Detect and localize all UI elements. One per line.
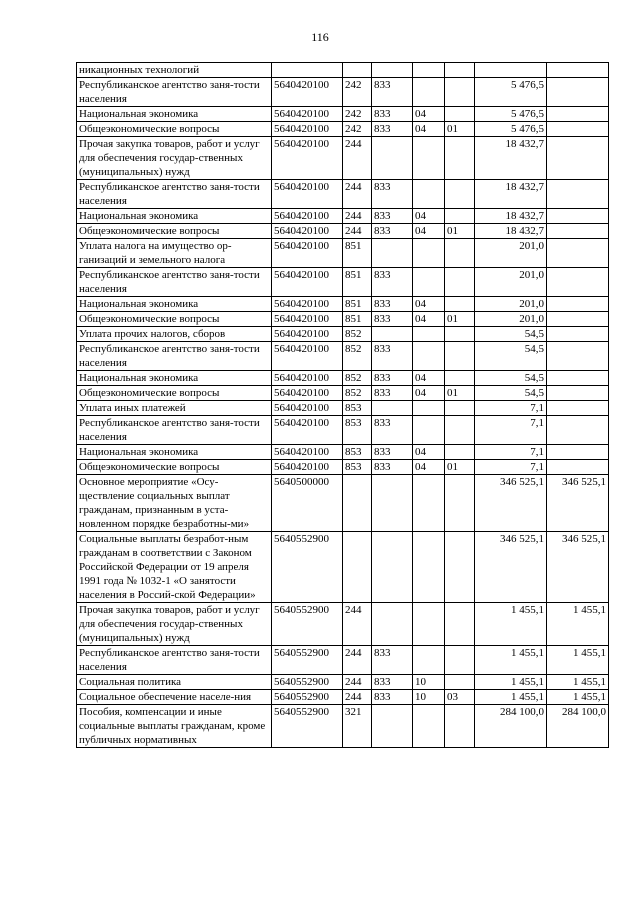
row-name-cell: Республиканское агентство заня-тости населения [77,78,272,107]
target-article-cell: 5640420100 [272,342,343,371]
expense-type-cell [343,475,372,532]
target-article-cell: 5640420100 [272,445,343,460]
row-name-cell: Общеэкономические вопросы [77,460,272,475]
subsection-cell [445,646,475,675]
amount-2-cell: 346 525,1 [547,532,609,603]
target-article-cell: 5640420100 [272,401,343,416]
table-row [77,107,609,122]
amount-2-cell: 1 455,1 [547,690,609,705]
amount-2-cell [547,371,609,386]
row-name-cell: Республиканское агентство заня-тости населения [77,180,272,209]
amount-cell: 1 455,1 [475,675,547,690]
budget-table [76,62,609,748]
target-article-cell: 5640420100 [272,416,343,445]
amount-cell: 18 432,7 [475,209,547,224]
target-article-cell: 5640420100 [272,268,343,297]
row-name-cell: Общеэкономические вопросы [77,386,272,401]
target-article-cell: 5640552900 [272,690,343,705]
row-name-cell: Прочая закупка товаров, работ и услуг для обеспечения государ-ственных (муниципальных) нужд [77,137,272,180]
table-row [77,416,609,445]
subsection-cell: 01 [445,224,475,239]
table-row [77,371,609,386]
amount-cell: 5 476,5 [475,122,547,137]
amount-2-cell [547,239,609,268]
table-row [77,532,609,603]
amount-2-cell [547,268,609,297]
amount-cell: 1 455,1 [475,603,547,646]
target-article-cell: 5640420100 [272,297,343,312]
subsection-cell [445,137,475,180]
amount-2-cell [547,386,609,401]
expense-type-cell: 244 [343,137,372,180]
section-cell [413,401,445,416]
amount-2-cell [547,297,609,312]
amount-2-cell [547,224,609,239]
subsection-cell [445,416,475,445]
expense-type-cell: 242 [343,78,372,107]
amount-cell: 54,5 [475,386,547,401]
row-name-cell: Республиканское агентство заня-тости населения [77,646,272,675]
administrator-cell [372,327,413,342]
expense-type-cell: 242 [343,122,372,137]
target-article-cell: 5640420100 [272,107,343,122]
expense-type-cell: 321 [343,705,372,748]
administrator-cell [372,63,413,78]
target-article-cell: 5640420100 [272,122,343,137]
amount-cell: 5 476,5 [475,107,547,122]
administrator-cell: 833 [372,371,413,386]
section-cell: 04 [413,224,445,239]
subsection-cell [445,342,475,371]
section-cell: 04 [413,445,445,460]
section-cell [413,327,445,342]
section-cell [413,63,445,78]
administrator-cell: 833 [372,386,413,401]
section-cell: 10 [413,690,445,705]
table-row [77,460,609,475]
subsection-cell: 01 [445,386,475,401]
amount-2-cell [547,137,609,180]
administrator-cell: 833 [372,180,413,209]
amount-2-cell: 346 525,1 [547,475,609,532]
administrator-cell: 833 [372,675,413,690]
table-row [77,646,609,675]
amount-2-cell [547,122,609,137]
subsection-cell [445,603,475,646]
administrator-cell [372,401,413,416]
expense-type-cell [343,532,372,603]
table-row [77,63,609,78]
subsection-cell [445,401,475,416]
amount-cell: 18 432,7 [475,224,547,239]
target-article-cell: 5640420100 [272,371,343,386]
section-cell: 10 [413,675,445,690]
amount-2-cell [547,445,609,460]
amount-cell: 201,0 [475,312,547,327]
table-row [77,690,609,705]
section-cell [413,603,445,646]
amount-cell: 201,0 [475,297,547,312]
section-cell [413,475,445,532]
target-article-cell: 5640552900 [272,603,343,646]
amount-cell: 201,0 [475,239,547,268]
expense-type-cell: 242 [343,107,372,122]
row-name-cell: Общеэкономические вопросы [77,312,272,327]
row-name-cell: Пособия, компенсации и иные социальные выплаты гражданам, кроме публичных нормативных [77,705,272,748]
amount-2-cell [547,460,609,475]
section-cell [413,646,445,675]
target-article-cell: 5640420100 [272,312,343,327]
expense-type-cell: 244 [343,675,372,690]
row-name-cell: Уплата иных платежей [77,401,272,416]
amount-2-cell [547,63,609,78]
section-cell: 04 [413,371,445,386]
subsection-cell [445,268,475,297]
section-cell [413,180,445,209]
row-name-cell: Социальное обеспечение населе-ния [77,690,272,705]
target-article-cell: 5640420100 [272,239,343,268]
expense-type-cell: 244 [343,180,372,209]
row-name-cell: Республиканское агентство заня-тости населения [77,268,272,297]
amount-2-cell: 284 100,0 [547,705,609,748]
amount-2-cell [547,78,609,107]
section-cell: 04 [413,460,445,475]
section-cell: 04 [413,386,445,401]
target-article-cell: 5640552900 [272,705,343,748]
expense-type-cell: 851 [343,268,372,297]
table-row [77,675,609,690]
subsection-cell: 03 [445,690,475,705]
subsection-cell [445,445,475,460]
amount-2-cell: 1 455,1 [547,646,609,675]
row-name-cell: Основное мероприятие «Осу-ществление социальных выплат гражданам, признанным в уста-новленном порядке безработны-ми» [77,475,272,532]
expense-type-cell: 852 [343,371,372,386]
table-row [77,445,609,460]
amount-cell: 54,5 [475,371,547,386]
subsection-cell [445,180,475,209]
administrator-cell: 833 [372,122,413,137]
target-article-cell: 5640420100 [272,78,343,107]
row-name-cell: Национальная экономика [77,297,272,312]
subsection-cell [445,107,475,122]
amount-2-cell [547,209,609,224]
target-article-cell: 5640552900 [272,532,343,603]
section-cell [413,268,445,297]
subsection-cell [445,78,475,107]
table-row [77,386,609,401]
administrator-cell: 833 [372,107,413,122]
row-name-cell: Социальные выплаты безработ-ным гражданам в соответствии с Законом Российской Федерации от 19 апреля 1991 года № 1032-1 «О занятости населения в Россий-ской Федерации» [77,532,272,603]
amount-2-cell [547,327,609,342]
expense-type-cell [343,63,372,78]
amount-cell: 346 525,1 [475,532,547,603]
subsection-cell [445,705,475,748]
administrator-cell: 833 [372,460,413,475]
amount-2-cell [547,107,609,122]
target-article-cell: 5640420100 [272,180,343,209]
expense-type-cell: 852 [343,327,372,342]
expense-type-cell: 851 [343,239,372,268]
administrator-cell [372,532,413,603]
row-name-cell: Республиканское агентство заня-тости населения [77,416,272,445]
amount-cell: 1 455,1 [475,646,547,675]
administrator-cell: 833 [372,297,413,312]
section-cell [413,239,445,268]
target-article-cell: 5640420100 [272,209,343,224]
expense-type-cell: 853 [343,416,372,445]
section-cell [413,532,445,603]
subsection-cell [445,532,475,603]
expense-type-cell: 244 [343,603,372,646]
administrator-cell [372,705,413,748]
expense-type-cell: 853 [343,460,372,475]
section-cell: 04 [413,209,445,224]
expense-type-cell: 851 [343,297,372,312]
amount-cell: 54,5 [475,342,547,371]
amount-2-cell: 1 455,1 [547,675,609,690]
administrator-cell [372,239,413,268]
amount-2-cell [547,180,609,209]
section-cell: 04 [413,297,445,312]
subsection-cell [445,675,475,690]
table-row [77,475,609,532]
expense-type-cell: 853 [343,445,372,460]
subsection-cell [445,63,475,78]
expense-type-cell: 244 [343,209,372,224]
amount-cell: 5 476,5 [475,78,547,107]
amount-cell: 7,1 [475,416,547,445]
administrator-cell: 833 [372,690,413,705]
administrator-cell [372,137,413,180]
row-name-cell: Уплата прочих налогов, сборов [77,327,272,342]
subsection-cell [445,297,475,312]
administrator-cell: 833 [372,268,413,297]
table-row [77,312,609,327]
amount-cell: 201,0 [475,268,547,297]
target-article-cell: 5640420100 [272,137,343,180]
row-name-cell: никационных технологий [77,63,272,78]
administrator-cell [372,603,413,646]
expense-type-cell: 851 [343,312,372,327]
row-name-cell: Республиканское агентство заня-тости населения [77,342,272,371]
expense-type-cell: 852 [343,342,372,371]
row-name-cell: Социальная политика [77,675,272,690]
administrator-cell [372,475,413,532]
subsection-cell [445,327,475,342]
expense-type-cell: 244 [343,690,372,705]
table-row [77,122,609,137]
amount-cell [475,63,547,78]
administrator-cell: 833 [372,224,413,239]
section-cell [413,705,445,748]
row-name-cell: Национальная экономика [77,209,272,224]
amount-cell: 7,1 [475,445,547,460]
row-name-cell: Национальная экономика [77,107,272,122]
subsection-cell: 01 [445,460,475,475]
expense-type-cell: 853 [343,401,372,416]
administrator-cell: 833 [372,209,413,224]
table-row [77,297,609,312]
table-row [77,180,609,209]
target-article-cell: 5640420100 [272,460,343,475]
table-row [77,137,609,180]
subsection-cell [445,239,475,268]
table-row [77,268,609,297]
target-article-cell: 5640420100 [272,327,343,342]
amount-2-cell: 1 455,1 [547,603,609,646]
subsection-cell [445,209,475,224]
section-cell: 04 [413,122,445,137]
expense-type-cell: 244 [343,224,372,239]
table-row [77,327,609,342]
section-cell: 04 [413,107,445,122]
row-name-cell: Национальная экономика [77,445,272,460]
amount-2-cell [547,416,609,445]
table-row [77,705,609,748]
amount-2-cell [547,342,609,371]
target-article-cell: 5640420100 [272,386,343,401]
row-name-cell: Уплата налога на имущество ор-ганизаций и земельного налога [77,239,272,268]
section-cell: 04 [413,312,445,327]
subsection-cell [445,475,475,532]
administrator-cell: 833 [372,416,413,445]
administrator-cell: 833 [372,646,413,675]
amount-cell: 346 525,1 [475,475,547,532]
amount-2-cell [547,401,609,416]
target-article-cell: 5640552900 [272,675,343,690]
subsection-cell: 01 [445,122,475,137]
expense-type-cell: 244 [343,646,372,675]
amount-cell: 1 455,1 [475,690,547,705]
target-article-cell: 5640420100 [272,224,343,239]
administrator-cell: 833 [372,312,413,327]
amount-cell: 18 432,7 [475,137,547,180]
row-name-cell: Национальная экономика [77,371,272,386]
row-name-cell: Прочая закупка товаров, работ и услуг для обеспечения государ-ственных (муниципальных) нужд [77,603,272,646]
section-cell [413,416,445,445]
row-name-cell: Общеэкономические вопросы [77,224,272,239]
table-row [77,401,609,416]
table-row [77,209,609,224]
amount-cell: 7,1 [475,460,547,475]
subsection-cell [445,371,475,386]
section-cell [413,342,445,371]
page-number: 116 [311,30,329,44]
expense-type-cell: 852 [343,386,372,401]
administrator-cell: 833 [372,445,413,460]
amount-cell: 18 432,7 [475,180,547,209]
administrator-cell: 833 [372,342,413,371]
subsection-cell: 01 [445,312,475,327]
section-cell [413,137,445,180]
administrator-cell: 833 [372,78,413,107]
amount-2-cell [547,312,609,327]
target-article-cell [272,63,343,78]
section-cell [413,78,445,107]
table-row [77,603,609,646]
table-row [77,342,609,371]
table-row [77,224,609,239]
amount-cell: 54,5 [475,327,547,342]
target-article-cell: 5640500000 [272,475,343,532]
amount-cell: 284 100,0 [475,705,547,748]
target-article-cell: 5640552900 [272,646,343,675]
row-name-cell: Общеэкономические вопросы [77,122,272,137]
table-row [77,78,609,107]
amount-cell: 7,1 [475,401,547,416]
table-row [77,239,609,268]
budget-table-body [77,63,609,748]
